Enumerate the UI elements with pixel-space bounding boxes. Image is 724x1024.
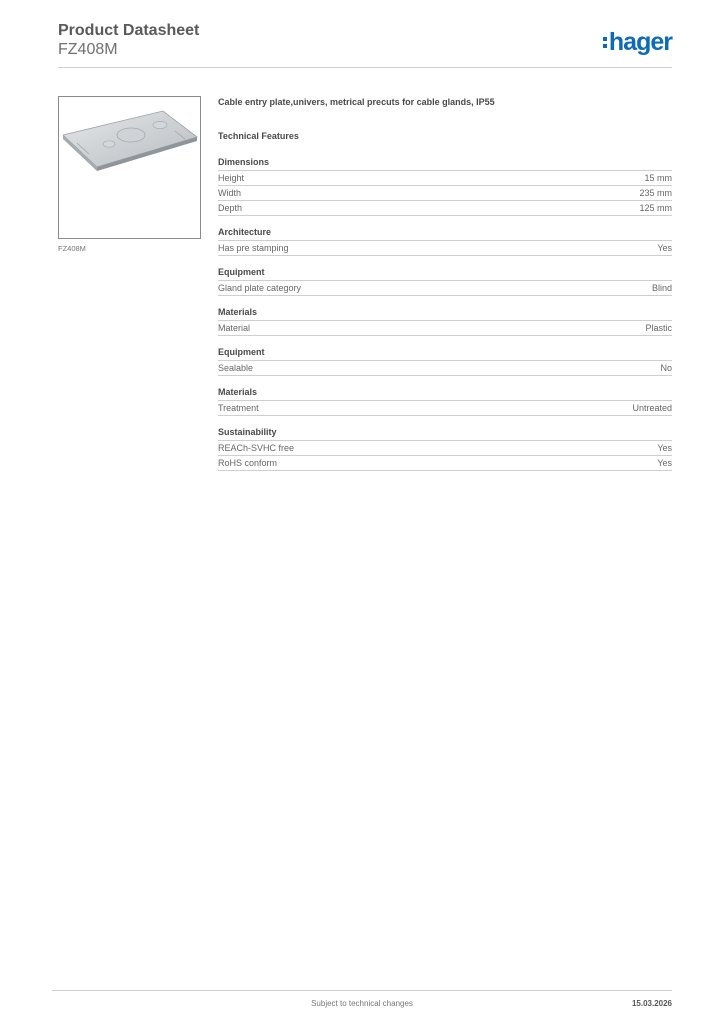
row-value: Untreated — [632, 403, 672, 413]
row-label: Sealable — [218, 363, 254, 373]
section-dimensions — [218, 156, 672, 216]
table-row — [218, 321, 672, 336]
footer-note: Subject to technical changes — [311, 999, 413, 1008]
table-row — [218, 171, 672, 186]
table-row — [218, 186, 672, 201]
section-equipment — [218, 266, 672, 296]
row-label: Has pre stamping — [218, 243, 289, 253]
row-label: Material — [218, 323, 251, 333]
section-sustainability — [218, 426, 672, 471]
section-equipment-2 — [218, 346, 672, 376]
row-value: 235 mm — [639, 188, 672, 198]
row-label: Width — [218, 188, 242, 198]
page-title: Product Datasheet — [58, 22, 200, 39]
section-title: Equipment — [218, 266, 672, 281]
page-footer — [52, 990, 672, 1020]
section-architecture — [218, 226, 672, 256]
section-title: Dimensions — [218, 156, 672, 171]
section-materials-2 — [218, 386, 672, 416]
product-description: Cable entry plate,univers, metrical precuts for cable glands, IP55 — [218, 97, 495, 107]
brand-logo — [603, 28, 672, 56]
section-title: Materials — [218, 306, 672, 321]
table-row — [218, 241, 672, 256]
section-title: Sustainability — [218, 426, 672, 441]
table-row — [218, 441, 672, 456]
logo-dots-icon — [603, 37, 607, 48]
datasheet-content — [218, 96, 672, 481]
row-value: 125 mm — [639, 203, 672, 213]
product-code: FZ408M — [58, 41, 118, 58]
table-row — [218, 456, 672, 471]
row-label: Depth — [218, 203, 243, 213]
row-value: No — [660, 363, 672, 373]
table-row — [218, 401, 672, 416]
page-header — [58, 22, 672, 68]
row-label: Treatment — [218, 403, 259, 413]
row-label: Height — [218, 173, 245, 183]
product-image — [58, 96, 201, 239]
row-value: Yes — [657, 443, 672, 453]
row-value: Plastic — [645, 323, 672, 333]
image-caption: FZ408M — [58, 244, 86, 253]
section-title: Equipment — [218, 346, 672, 361]
row-label: RoHS conform — [218, 458, 278, 468]
footer-date: 15.03.2026 — [631, 999, 672, 1008]
logo-text: hager — [608, 28, 672, 56]
technical-features-heading: Technical Features — [218, 131, 299, 141]
table-row — [218, 201, 672, 216]
section-title: Materials — [218, 386, 672, 401]
row-value: Blind — [651, 283, 672, 293]
section-title: Architecture — [218, 226, 672, 241]
section-materials — [218, 306, 672, 336]
row-value: 15 mm — [644, 173, 672, 183]
row-label: REACh-SVHC free — [218, 443, 295, 453]
row-value: Yes — [657, 243, 672, 253]
row-label: Gland plate category — [218, 283, 302, 293]
row-value: Yes — [657, 458, 672, 468]
table-row — [218, 281, 672, 296]
gland-plate-photo-icon — [59, 97, 200, 238]
table-row — [218, 361, 672, 376]
